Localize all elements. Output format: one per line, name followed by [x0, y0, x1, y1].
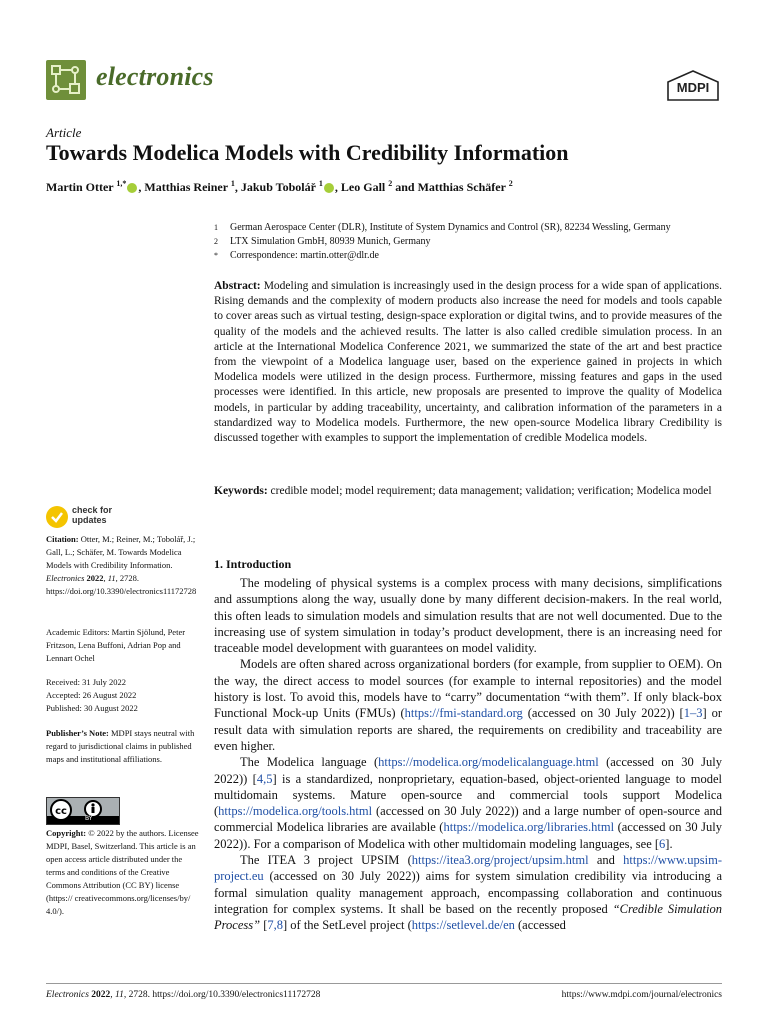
publisher-name: MDPI	[676, 80, 710, 95]
paragraph: The Modelica language (https://modelica.org/modelicalanguage.html (accessed on 30 July 2022)) [4,5] is a standardized, nonproprietary, equation-based, object-oriented language to model multidomain systems. Mature open-source and commercial tools support Modelica (https://modelica.org/tools.html (accessed on 30 July 2022)) and a large number of open-source and commercial Modelica libraries are available (https://modelica.org/libraries.html (accessed on 30 July 2022)). For a comparison of Modelica with other multidomain modeling languages, see [6].	[214, 755, 722, 851]
orcid-icon[interactable]	[127, 183, 137, 193]
academic-editors: Academic Editors: Martin Sjölund, Peter Fritzson, Lena Buffoni, Adrian Pop and Lennart Ochel	[46, 627, 186, 663]
orcid-icon[interactable]	[324, 183, 334, 193]
author-affil: 2	[508, 179, 513, 188]
section-heading: 1. Introduction	[214, 557, 292, 571]
keywords-label: Keywords:	[214, 485, 268, 497]
journal-name: electronics	[96, 62, 214, 91]
author-name: , Jakub Tobolář	[234, 180, 316, 194]
affiliation-row: 2 LTX Simulation GmbH, 80939 Munich, Germany	[214, 236, 431, 247]
paragraph: The ITEA 3 project UPSIM (https://itea3.org/project/upsim.html and https://www.upsim-project.eu (accessed on 30 July 2022)) aims for system simulation credibility via introducing a formal simulation quality management approach, encompassing collaboration and continuous integration for complex systems. It shall be based on the recently proposed “Credible Simulation Process” [7,8] of the SetLevel project (https://setlevel.de/en (accessed	[214, 853, 722, 933]
author-name: and Matthias Schäfer	[392, 180, 506, 194]
affiliation-row: 1 German Aerospace Center (DLR), Institute of System Dynamics and Control (SR), 82234 Wessling, Germany	[214, 222, 671, 233]
author-affil: 2	[388, 179, 393, 188]
author-list	[46, 179, 513, 195]
author-affil: 1	[230, 179, 235, 188]
affiliations	[214, 221, 724, 263]
cc-by-license-icon[interactable]	[46, 797, 120, 825]
svg-text:cc: cc	[55, 806, 67, 817]
abstract-label: Abstract:	[214, 280, 261, 292]
modelica-language-link[interactable]: https://modelica.org/modelicalanguage.html	[378, 755, 599, 770]
copyright-block: Copyright: © 2022 by the authors. Licensee MDPI, Basel, Switzerland. This article is an open access article distributed under the terms and conditions of the Creative Commons Attribution (CC BY) license (https:// creativecommons.org/licenses/by/ 4.0/).	[46, 828, 199, 916]
modelica-libraries-link[interactable]: https://modelica.org/libraries.html	[443, 820, 615, 835]
footer-citation: Electronics 2022, 11, 2728. https://doi.org/10.3390/electronics11172728	[46, 990, 321, 1000]
cc-by-label: BY	[85, 815, 93, 822]
published-date: Published: 30 August 2022	[46, 703, 138, 713]
reference-link[interactable]: 4,5	[256, 771, 273, 786]
author-name: Martin Otter	[46, 180, 114, 194]
mdpi-logo	[666, 70, 720, 104]
received-date: Received: 31 July 2022	[46, 677, 127, 687]
paragraph: The modeling of physical systems is a complex process with many decisions, simplifications and assumptions along the way, usually done by many different decision-makers. In the real world, this often leads to simulation models and simulation results that are not well documented. Due to the increasing use of system simulation in today’s product development, there is an increasing need for traceable model development with guarantees on model validity.	[214, 576, 722, 656]
abstract	[214, 279, 722, 446]
accepted-date: Accepted: 26 August 2022	[46, 690, 137, 700]
paper-title: Towards Modelica Models with Credibility Information	[46, 140, 569, 165]
paragraph: Models are often shared across organizational borders (for example, from supplier to OEM). On the way, the direct access to model sources (for example to internal repositories) and the model history is lost. To avoid this, models have to “carry” documentation “with them”. If only black-box Functional Mock-up Units (FMUs) (https://fmi-standard.org (accessed on 30 July 2022)) [1–3] or result data with simulation reports are shared, the requirements on credibility and traceability are even higher.	[214, 657, 723, 753]
check-for-updates-label[interactable]: check for updates	[72, 505, 113, 525]
fmi-link[interactable]: https://fmi-standard.org	[404, 706, 523, 721]
check-for-updates-icon[interactable]	[46, 506, 68, 528]
author-affil: 1	[318, 179, 323, 188]
reference-link[interactable]: 7,8	[267, 918, 283, 933]
publication-dates	[46, 676, 202, 715]
article-type: Article	[46, 125, 82, 140]
introduction-body	[214, 575, 722, 934]
abstract-text: Modeling and simulation is increasingly used in the design process for a wide span of applications. Rising demands and the complexity of modern products also increase the need for models and tools capable to cover areas such as virtual testing, design-space exploration or digital twins, and to provide measures of the quality of the models and the achieved results. The latter is also called credible simulation process. In an article at the International Modelica Conference 2021, we summarized the state of the art and best practice from the viewpoint of a Modelica language user, based on the experience gained in projects in which Modelica models were utilized in the design process. Furthermore, missing features and gaps in the used processes were identified. In this article, new proposals are presented to improve the quality of Modelica models, in particular by adding traceability, uncertainty, and calibration information of the parameters in a standardized way to Modelica models. Furthermore, the new open-source Modelica library Credibility is discussed together with examples to support the implementation of credible Modelica models.	[214, 280, 723, 445]
journal-url-link[interactable]: https://www.mdpi.com/journal/electronics	[561, 990, 722, 1000]
modelica-tools-link[interactable]: https://modelica.org/tools.html	[218, 804, 373, 819]
journal-logo-icon	[46, 60, 86, 100]
correspondence-row: * Correspondence: martin.otter@dlr.de	[214, 250, 379, 261]
author-name: , Leo Gall	[334, 180, 386, 194]
keywords-text: credible model; model requirement; data management; validation; verification; Modelica model	[270, 485, 712, 497]
citation-block: Citation: Otter, M.; Reiner, M.; Tobolář, J.; Gall, L.; Schäfer, M. Towards Modelica Models with Credibility Information. Electronics 2022, 11, 2728. https://doi.org/10.3390/electronics11172728	[46, 534, 197, 596]
publisher-note: Publisher’s Note: MDPI stays neutral with regard to jurisdictional claims in published maps and institutional affiliations.	[46, 728, 195, 764]
reference-link[interactable]: 6	[659, 836, 666, 851]
setlevel-link[interactable]: https://setlevel.de/en	[411, 918, 515, 933]
reference-link[interactable]: 1–3	[683, 706, 703, 721]
author-name: , Matthias Reiner	[138, 180, 228, 194]
itea3-link[interactable]: https://itea3.org/project/upsim.html	[411, 853, 589, 868]
author-affil: 1,*	[116, 179, 127, 188]
upsim-link[interactable]: https://www.upsim-project.eu	[214, 853, 722, 884]
footer-divider	[46, 983, 722, 984]
keywords	[214, 484, 722, 499]
